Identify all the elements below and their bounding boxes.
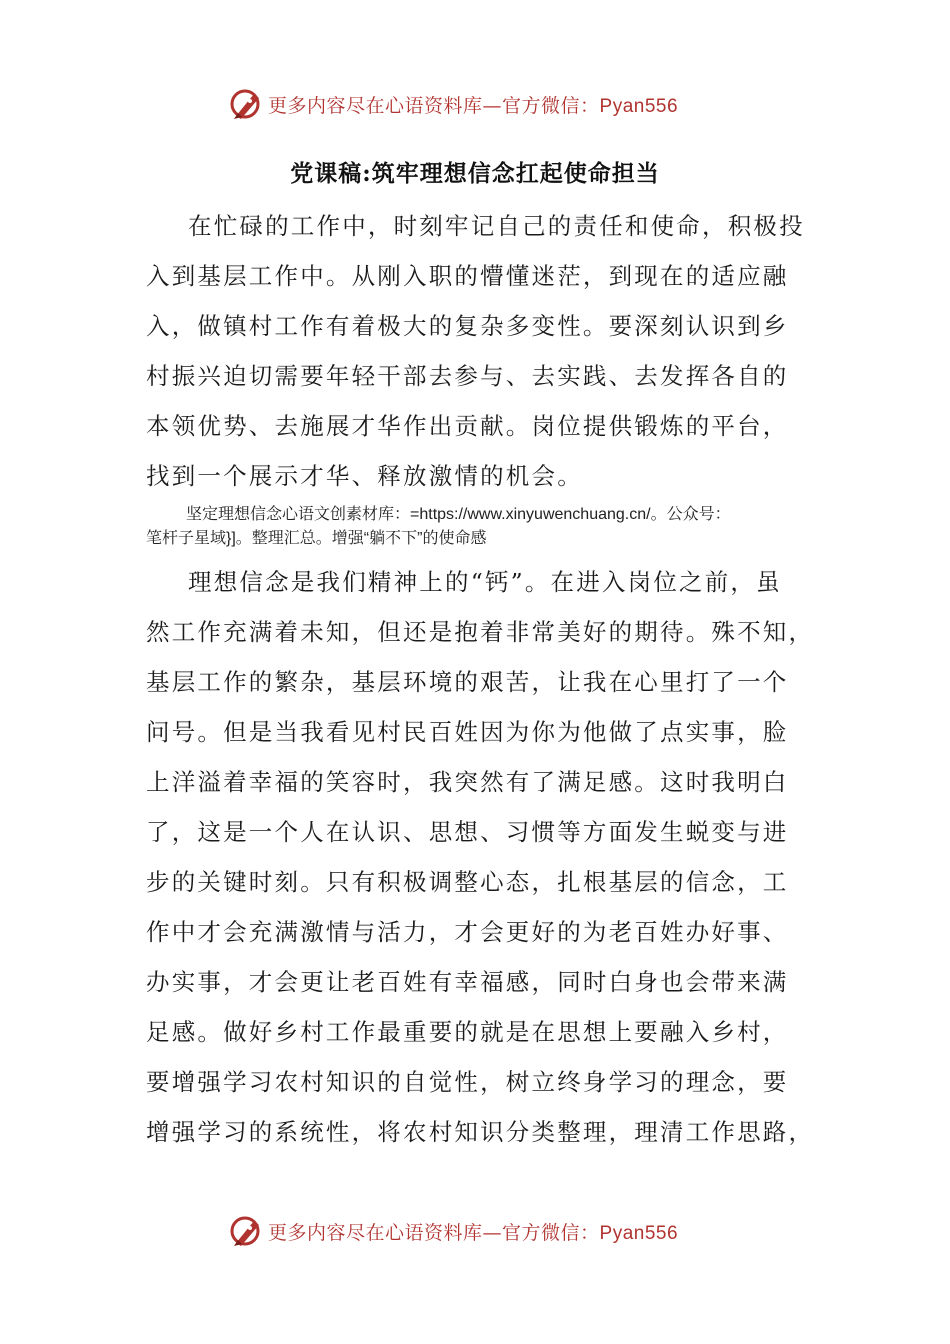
text-line: 本领优势、去施展才华作出贡献。岗位提供锻炼的平台， bbox=[146, 412, 789, 440]
watermark-text: 更多内容尽在心语资料库—官方微信：Pyan556 bbox=[268, 1221, 679, 1244]
note-line: 笔杆子星域}]。整理汇总。增强“躺不下”的使命感 bbox=[146, 530, 487, 547]
text-line: 足感。做好乡村工作最重要的就是在思想上要融入乡村， bbox=[146, 1018, 789, 1046]
text-line: 增强学习的系统性，将农村知识分类整理，理清工作思路， bbox=[146, 1118, 815, 1146]
text-line: 步的关键时刻。只有积极调整心态，扎根基层的信念，工 bbox=[146, 868, 789, 896]
text-line: 找到一个展示才华、释放激情的机会。 bbox=[146, 462, 583, 490]
text-line: 然工作充满着未知，但还是抱着非常美好的期待。殊不知， bbox=[146, 618, 815, 646]
text-line: 村振兴迫切需要年轻干部去参与、去实践、去发挥各自的 bbox=[146, 362, 789, 390]
header-watermark-banner bbox=[228, 84, 748, 124]
wechat-id: Pyan556 bbox=[599, 1222, 679, 1244]
footer-watermark-banner bbox=[228, 1211, 748, 1251]
text-line: 办实事，才会更让老百姓有幸福感，同时白身也会带来满 bbox=[146, 968, 789, 996]
text-line: 理想信念是我们精神上的“钙”。在进入岗位之前，虽 bbox=[188, 568, 782, 596]
text-line: 问号。但是当我看见村民百姓因为你为他做了点实事，脸 bbox=[146, 718, 789, 746]
text-line: 基层工作的繁杂，基层环境的艰苦，让我在心里打了一个 bbox=[146, 668, 789, 696]
text-line: 要增强学习农村知识的自觉性，树立终身学习的理念，要 bbox=[146, 1068, 789, 1096]
wechat-id: Pyan556 bbox=[599, 95, 679, 117]
text-line: 入，做镇村工作有着极大的复杂多变性。要深刻认识到乡 bbox=[146, 312, 789, 340]
source-note bbox=[146, 503, 836, 551]
text-line: 入到基层工作中。从刚入职的懵懂迷茫，到现在的适应融 bbox=[146, 262, 789, 290]
document-title: 党课稿:筑牢理想信念扛起使命担当 bbox=[290, 160, 660, 187]
paragraph-2 bbox=[146, 557, 815, 1157]
text-line: 了，这是一个人在认识、思想、习惯等方面发生蜕变与进 bbox=[146, 818, 789, 846]
pen-nib-logo-icon bbox=[228, 86, 264, 122]
text-line: 作中才会充满激情与活力，才会更好的为老百姓办好事、 bbox=[146, 918, 789, 946]
watermark-text: 更多内容尽在心语资料库—官方微信：Pyan556 bbox=[268, 94, 679, 117]
note-line: 坚定理想信念心语文创素材库：=https://www.xinyuwenchuang.cn/。公众号： bbox=[186, 506, 731, 523]
pen-nib-logo-icon bbox=[228, 1213, 264, 1249]
text-line: 上洋溢着幸福的笑容时，我突然有了满足感。这时我明白 bbox=[146, 768, 789, 796]
paragraph-1 bbox=[146, 201, 806, 501]
text-line: 在忙碌的工作中，时刻牢记自己的责任和使命，积极投 bbox=[188, 212, 805, 240]
